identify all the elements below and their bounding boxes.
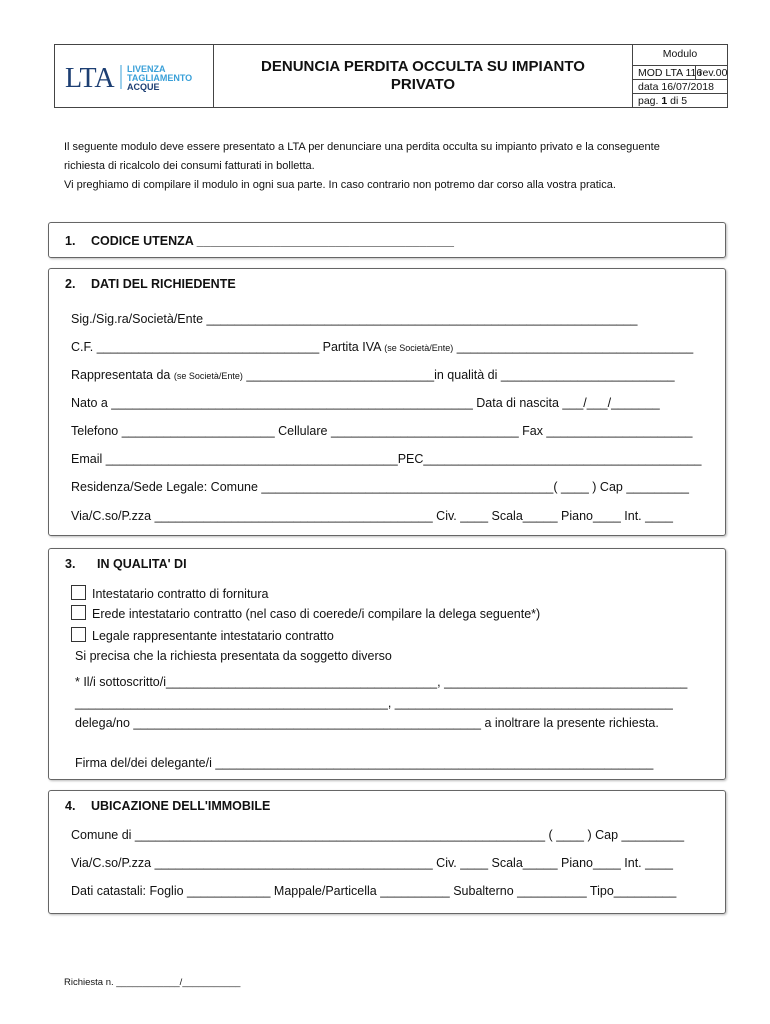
document-header [54,44,728,108]
qualita-note: Si precisa che la richiesta presentata da soggetto diverso [75,649,392,663]
page-row [633,93,727,107]
checkbox-legale[interactable] [71,627,86,642]
section-dati-richiedente [48,268,726,536]
comune-immobile-field[interactable]: Comune di ___________________________________________________________ ( ____ ) Cap _________ [71,828,685,842]
richiesta-number-field[interactable]: Richiesta n. ____________/___________ [64,977,241,988]
checkbox-intestatario[interactable] [71,585,86,600]
svg-text:ACQUE: ACQUE [127,82,160,92]
residenza-field[interactable]: Residenza/Sede Legale: Comune __________________________________________( ____ ) Cap _________ [71,480,689,494]
section-4-title: UBICAZIONE DELL'IMMOBILE [91,799,271,813]
svg-text:TAGLIAMENTO: TAGLIAMENTO [127,73,193,83]
rappresentata-field[interactable]: Rappresentata da (se Società/Ente) ___________________________in qualità di _________________________ [71,368,675,382]
checkbox-erede[interactable] [71,605,86,620]
option-intestatario[interactable]: Intestatario contratto di fornitura [71,585,268,601]
cf-piva-field[interactable]: C.F. ________________________________ Partita IVA (se Società/Ente) __________________________________ [71,340,694,354]
intro-line-2: richiesta di ricalcolo dei consumi fatturati in bolletta. [64,160,315,172]
option-erede[interactable]: Erede intestatario contratto (nel caso di coerede/i compilare la delega seguente*) [71,605,540,621]
richiedente-name-field[interactable]: Sig./Sig.ra/Società/Ente ______________________________________________________________ [71,312,638,326]
sottoscritto-field-2[interactable]: _____________________________________________, ________________________________________ [75,696,673,710]
delega-field[interactable]: delega/no __________________________________________________ a inoltrare la presente richiesta. [75,716,659,730]
title-line-1: DENUNCIA PERDITA OCCULTA SU IMPIANTO [261,58,585,75]
section-codice-utenza [48,222,726,258]
section-3-title: IN QUALITA' DI [97,557,187,571]
revision: rev.00 [699,67,728,79]
nascita-field[interactable]: Nato a ____________________________________________________ Data di nascita ___/___/_______ [71,396,660,410]
dati-catastali-field[interactable]: Dati catastali: Foglio ____________ Mappale/Particella __________ Subalterno __________ Tipo_________ [71,884,677,898]
section-2-title: DATI DEL RICHIEDENTE [91,277,236,291]
mod-code: MOD LTA 116 [638,67,703,79]
indirizzo-field[interactable]: Via/C.so/P.zza ________________________________________ Civ. ____ Scala_____ Piano____ Int. ____ [71,509,673,523]
svg-text:LIVENZA: LIVENZA [127,64,166,74]
section-ubicazione-immobile [48,790,726,914]
lta-logo [55,45,214,107]
sottoscritto-field[interactable]: * Il/i sottoscritto/i_______________________________________, ___________________________________ [75,675,688,689]
section-4-number: 4. [65,799,76,813]
document-date: data 16/07/2018 [638,81,714,93]
option-legale[interactable]: Legale rappresentante intestatario contratto [71,627,334,643]
firma-delegante-field[interactable]: Firma del/dei delegante/i _______________________________________________________________ [75,756,654,770]
lta-logo-graphic [55,45,213,107]
intro-line-3: Vi preghiamo di compilare il modulo in ogni sua parte. In caso contrario non potremo dar corso alla vostra pratica. [64,179,616,191]
section-2-number: 2. [65,277,76,291]
intro-line-1: Il seguente modulo deve essere presentato a LTA per denunciare una perdita occulta su impianto privato e la conseguente [64,141,660,153]
email-pec-field[interactable]: Email __________________________________________PEC________________________________________ [71,452,702,466]
document-title [214,45,633,107]
document-meta [633,45,727,107]
indirizzo-immobile-field[interactable]: Via/C.so/P.zza ________________________________________ Civ. ____ Scala_____ Piano____ Int. ____ [71,856,673,870]
modulo-label: Modulo [662,48,698,60]
page-indicator: pag. 1 di 5 [638,95,688,107]
telefono-field[interactable]: Telefono ______________________ Cellulare ___________________________ Fax _____________________ [71,424,693,438]
svg-text:LTA: LTA [65,63,115,94]
date-row [633,79,727,93]
mod-code-row [633,65,727,79]
section-3-number: 3. [65,557,76,571]
section-1-number: 1. [65,234,76,248]
title-line-2: PRIVATO [390,76,456,93]
codice-utenza-field[interactable]: CODICE UTENZA _____________________________________ [91,234,455,248]
section-in-qualita [48,548,726,780]
